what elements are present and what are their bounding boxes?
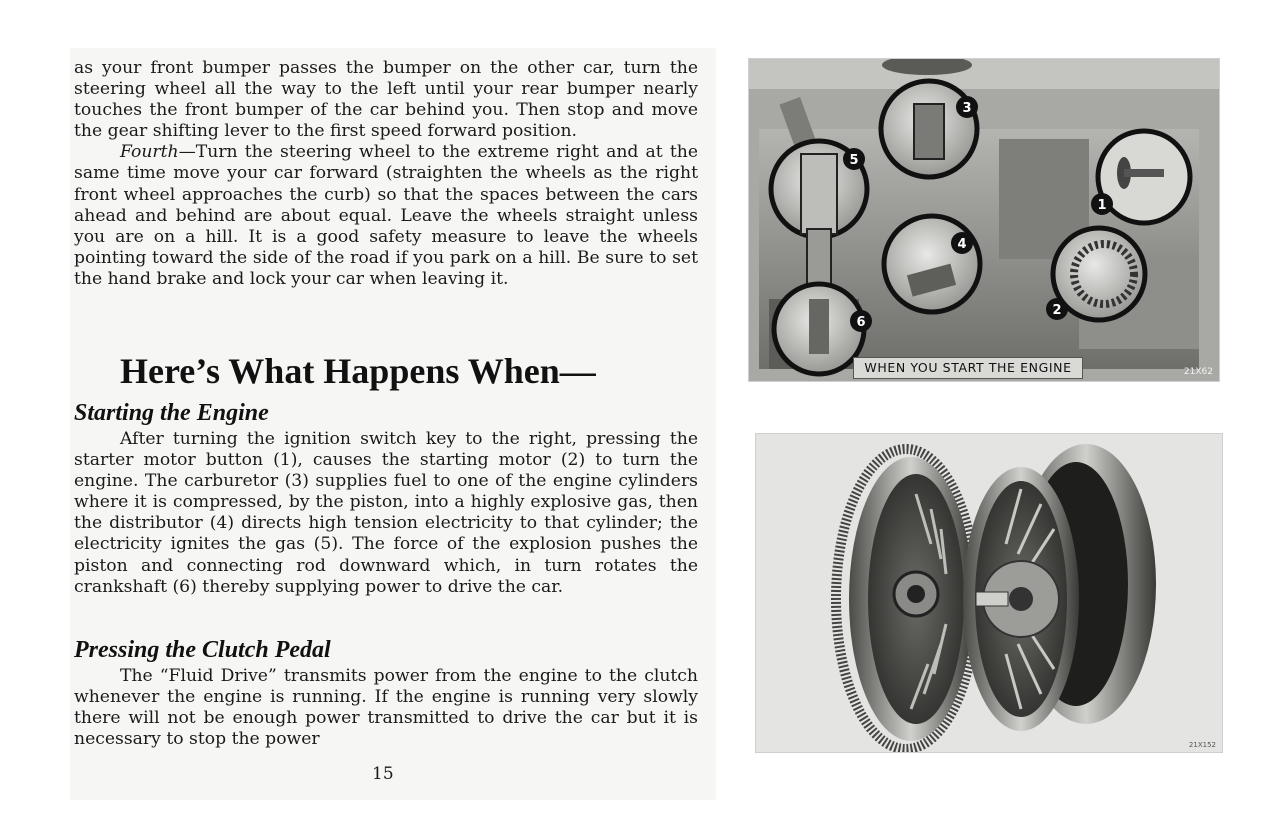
subheading-clutch-pedal: Pressing the Clutch Pedal: [74, 637, 331, 663]
callout-number-3: 3: [962, 101, 972, 116]
callout-crankshaft: [774, 284, 864, 374]
callout-number-5: 5: [849, 153, 859, 168]
callout-number-2: 2: [1052, 303, 1062, 318]
engine-figure-code: 21X62: [1183, 367, 1213, 377]
callout-distributor: [884, 216, 980, 312]
engine-caption: WHEN YOU START THE ENGINE: [853, 357, 1083, 379]
fluid-coupling-drawing: [756, 434, 1222, 752]
engine-drawing: [749, 59, 1219, 381]
section-heading: Here’s What Happens When—: [120, 351, 596, 391]
step-label: Fourth: [120, 142, 179, 163]
paragraph-starting-engine: After turning the ignition switch key to the right, pressing the starter motor button (1), causes the starting motor (2) to turn the engine. The carburetor (3) supplies fuel to one of the engine cylinders where it is compressed, by the piston, into a highly explosive gas, then the distributor (4) directs high tension electricity to that cylinder; the electricity ignites the gas (5). The force of the explosion pushes the piston and connecting rod downward which, in turn rotates the crankshaft (6) thereby supplying power to drive the car.: [74, 429, 698, 597]
callout-number-1: 1: [1097, 198, 1107, 213]
intro-paragraph-2: [74, 142, 698, 290]
callout-number-4: 4: [957, 237, 967, 252]
step-text: —Turn the steering wheel to the extreme right and at the same time move your car forward (straighten the wheels as the right front wheel approaches the curb) so that the spaces between the cars ahead and behind are about equal. Leave the wheels straight unless you are on a hill. It is a good safety measure to leave the wheels pointing toward the side of the road if you park on a hill. Be sure to set the hand brake and lock your car when leaving it.: [74, 142, 698, 289]
callout-number-6: 6: [856, 315, 866, 330]
intro-text: [74, 58, 698, 290]
intro-paragraph-1: as your front bumper passes the bumper on the other car, turn the steering wheel all the way to the left until your rear bumper nearly touches the front bumper of the car behind you. Then stop and move the gear shifting lever to the first speed forward position.: [74, 58, 698, 142]
subheading-starting-engine: Starting the Engine: [74, 400, 269, 426]
engine-illustration: [748, 58, 1220, 382]
callout-carburetor: [881, 81, 977, 177]
callout-starter-button: [1098, 131, 1190, 223]
paragraph-clutch-pedal: The “Fluid Drive” transmits power from the engine to the clutch whenever the engine is running. If the engine is running very slowly there will not be enough power transmitted to drive the car but it is necessary to stop the power: [74, 666, 698, 750]
fluid-drive-figure-code: 21X152: [1188, 741, 1216, 749]
fluid-drive-illustration: [755, 433, 1223, 753]
page-number: 15: [372, 764, 394, 784]
